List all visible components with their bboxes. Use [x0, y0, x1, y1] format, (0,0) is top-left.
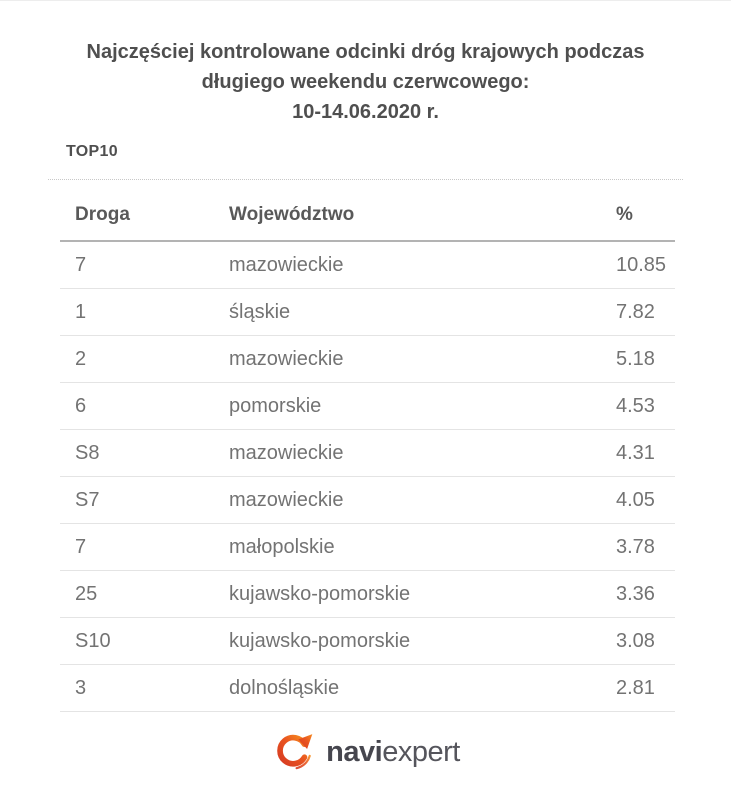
title-line-1: Najczęściej kontrolowane odcinki dróg krajowych podczas [86, 41, 645, 63]
cell-droga: S7 [60, 477, 229, 524]
logo-text-expert: expert [382, 736, 460, 768]
cell-droga: 2 [60, 336, 229, 383]
table-row [60, 618, 675, 665]
cell-percent: 2.81 [616, 665, 675, 712]
table-row [60, 524, 675, 571]
cell-wojewodztwo: mazowieckie [229, 336, 616, 383]
cell-droga: 3 [60, 665, 229, 712]
table-row [60, 477, 675, 524]
cell-percent: 4.05 [616, 477, 675, 524]
cell-wojewodztwo: kujawsko-pomorskie [229, 618, 616, 665]
cell-wojewodztwo: pomorskie [229, 383, 616, 430]
cell-wojewodztwo: mazowieckie [229, 477, 616, 524]
naviexpert-logo [0, 727, 731, 777]
title-line-3: 10-14.06.2020 r. [292, 101, 439, 123]
cell-percent: 7.82 [616, 289, 675, 336]
naviexpert-swoosh-arrow-icon [271, 728, 317, 776]
cell-droga: S8 [60, 430, 229, 477]
cell-wojewodztwo: dolnośląskie [229, 665, 616, 712]
cell-wojewodztwo: śląskie [229, 289, 616, 336]
logo-wordmark [326, 728, 460, 776]
cell-droga: 25 [60, 571, 229, 618]
title-line-2: długiego weekendu czerwcowego: [201, 71, 530, 93]
cell-droga: 7 [60, 524, 229, 571]
table-header-row [60, 180, 675, 241]
table-row [60, 383, 675, 430]
top10-label: TOP10 [66, 143, 118, 160]
cell-droga: S10 [60, 618, 229, 665]
cell-percent: 3.78 [616, 524, 675, 571]
cell-droga: 6 [60, 383, 229, 430]
cell-percent: 4.53 [616, 383, 675, 430]
cell-percent: 3.08 [616, 618, 675, 665]
cell-wojewodztwo: mazowieckie [229, 241, 616, 289]
col-header-wojewodztwo: Województwo [229, 180, 616, 241]
cell-droga: 7 [60, 241, 229, 289]
top10-table [60, 180, 675, 712]
cell-wojewodztwo: małopolskie [229, 524, 616, 571]
cell-percent: 4.31 [616, 430, 675, 477]
col-header-droga: Droga [60, 180, 229, 241]
table-container [60, 180, 731, 712]
cell-droga: 1 [60, 289, 229, 336]
cell-percent: 5.18 [616, 336, 675, 383]
table-row [60, 571, 675, 618]
table-row [60, 241, 675, 289]
table-row [60, 430, 675, 477]
page-title [36, 37, 695, 127]
table-row [60, 289, 675, 336]
logo-text-navi: navi [326, 736, 383, 768]
table-row [60, 665, 675, 712]
table-row [60, 336, 675, 383]
cell-wojewodztwo: kujawsko-pomorskie [229, 571, 616, 618]
table-body [60, 241, 675, 712]
cell-percent: 10.85 [616, 241, 675, 289]
cell-percent: 3.36 [616, 571, 675, 618]
cell-wojewodztwo: mazowieckie [229, 430, 616, 477]
col-header-percent: % [616, 180, 675, 241]
